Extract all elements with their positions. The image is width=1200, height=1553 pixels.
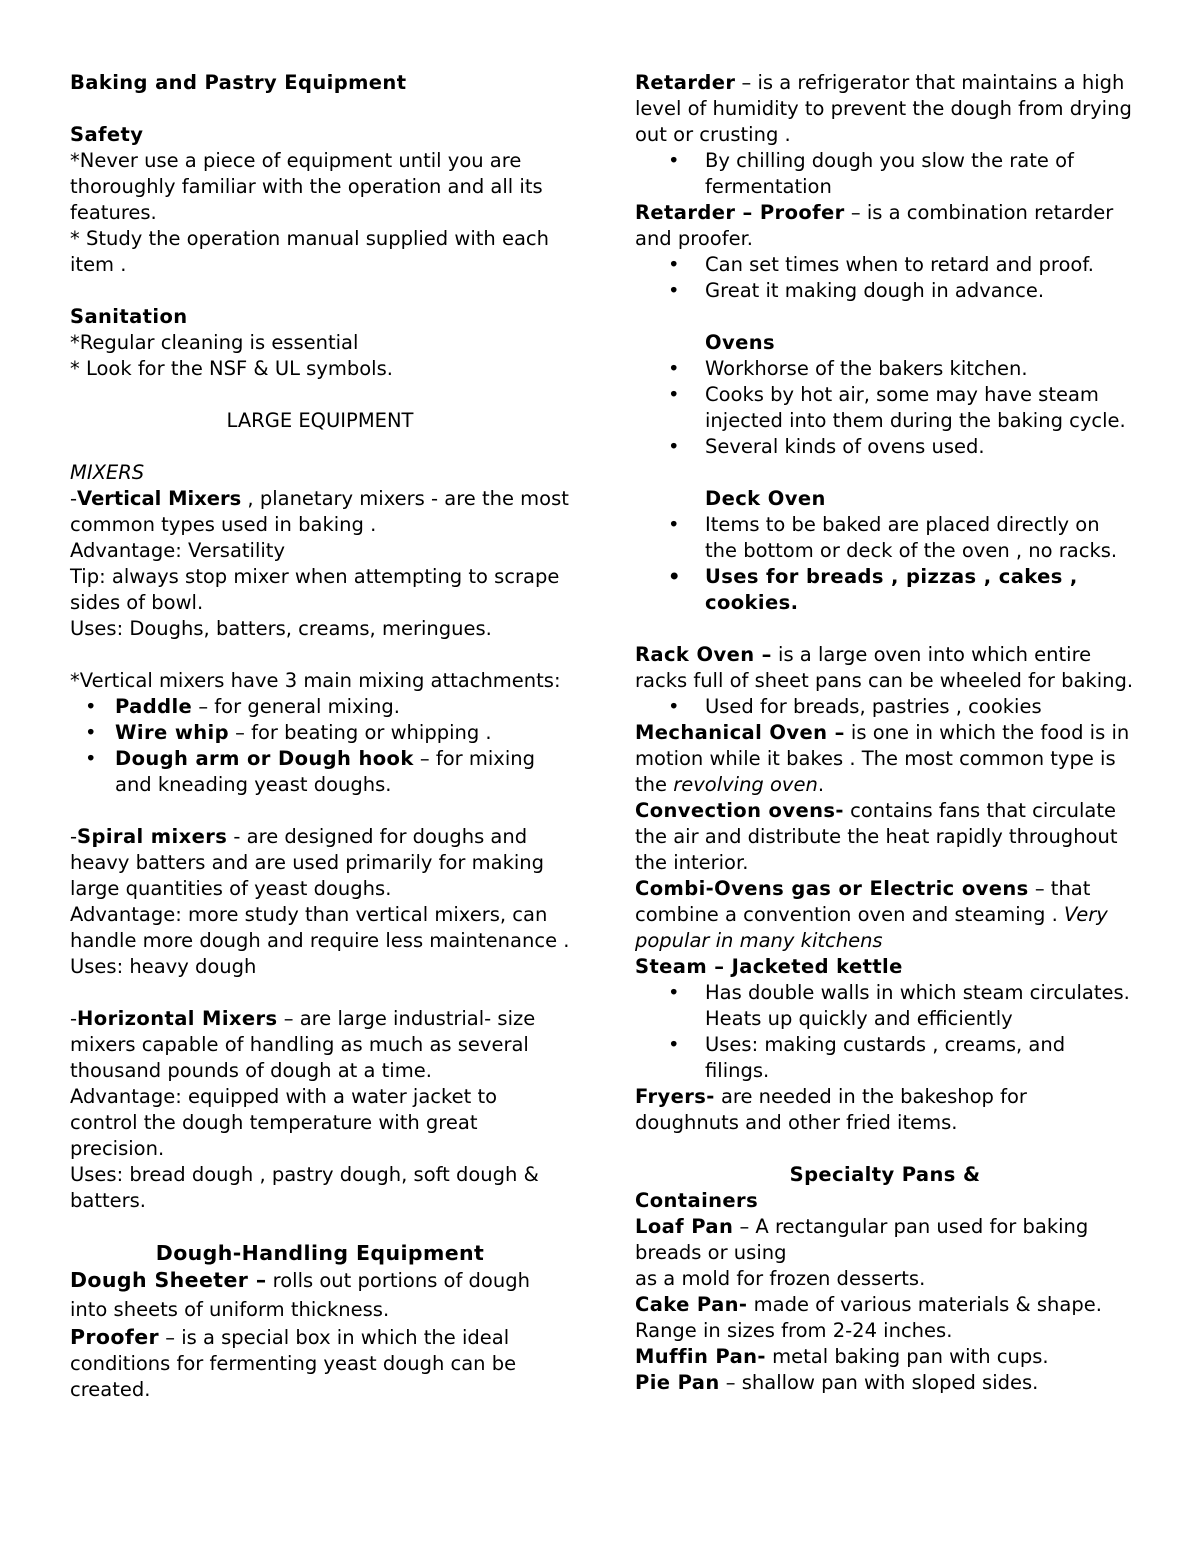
list-item: • Great it making dough in advance. bbox=[705, 278, 1135, 304]
loaf-pan-entry: Loaf Pan – A rectangular pan used for baking breads or using bbox=[635, 1215, 1089, 1264]
spiral-advantage: Advantage: more study than vertical mixers, can handle more dough and require less maintenance . bbox=[70, 903, 570, 952]
list-item: • Wire whip – for beating or whipping . bbox=[115, 720, 570, 746]
vertical-mixers-entry: -Vertical Mixers , planetary mixers - are the most common types used in baking . bbox=[70, 487, 569, 536]
list-item: • Has double walls in which steam circulates. Heats up quickly and efficiently bbox=[705, 980, 1135, 1032]
vertical-tip: Tip: always stop mixer when attempting to scrape sides of bowl. bbox=[70, 565, 560, 614]
list-item: • Used for breads, pastries , cookies bbox=[705, 694, 1135, 720]
left-column bbox=[70, 68, 570, 1403]
spiral-mixers-name: Spiral mixers bbox=[77, 825, 228, 848]
retarder-entry: Retarder – is a refrigerator that maintains a high level of humidity to prevent the dough from drying out or crusting . bbox=[635, 71, 1132, 146]
horizontal-advantage: Advantage: equipped with a water jacket to control the dough temperature with great precision. bbox=[70, 1085, 498, 1160]
list-item: • Workhorse of the bakers kitchen. bbox=[705, 356, 1135, 382]
list-item: • Can set times when to retard and proof. bbox=[705, 252, 1135, 278]
attachments-list bbox=[70, 694, 570, 798]
list-item: • Uses for breads , pizzas , cakes , cookies. bbox=[705, 564, 1135, 616]
steam-kettle-bullets bbox=[635, 980, 1135, 1084]
horizontal-mixers-name: Horizontal Mixers bbox=[77, 1007, 278, 1030]
vertical-mixers-name: Vertical Mixers bbox=[77, 487, 242, 510]
retarder-proofer-entry: Retarder – Proofer – is a combination retarder and proofer. bbox=[635, 201, 1114, 250]
list-item: • Several kinds of ovens used. bbox=[705, 434, 1135, 460]
list-item: • Paddle – for general mixing. bbox=[115, 694, 570, 720]
convection-ovens-entry: Convection ovens- contains fans that circulate the air and distribute the heat rapidly throughout the interior. bbox=[635, 799, 1118, 874]
spiral-mixers-entry: -Spiral mixers - are designed for doughs and heavy batters and are used primarily for making large quantities of yeast doughs. bbox=[70, 825, 545, 900]
mixers-subheading: MIXERS bbox=[70, 461, 145, 484]
sanitation-line: *Regular cleaning is essential bbox=[70, 331, 359, 354]
specialty-heading: Specialty Pans & bbox=[789, 1163, 981, 1186]
horizontal-mixers-entry: -Horizontal Mixers – are large industrial- size mixers capable of handling as much as several thousand pounds of dough at a time. bbox=[70, 1007, 536, 1082]
retarder-bullets bbox=[635, 148, 1135, 200]
safety-heading: Safety bbox=[70, 123, 144, 146]
sanitation-heading: Sanitation bbox=[70, 305, 188, 328]
muffin-pan-entry: Muffin Pan- metal baking pan with cups. bbox=[635, 1345, 1049, 1368]
vertical-advantage: Advantage: Versatility bbox=[70, 539, 285, 562]
rack-oven-entry: Rack Oven – is a large oven into which entire racks full of sheet pans can be wheeled for baking. bbox=[635, 643, 1134, 692]
safety-line: * Study the operation manual supplied with each item . bbox=[70, 227, 549, 276]
rack-oven-bullets bbox=[635, 694, 1135, 720]
deck-oven-bullets bbox=[635, 512, 1135, 616]
combi-ovens-entry: Combi-Ovens gas or Electric ovens – that combine a convention oven and steaming . Very popular in many kitchens bbox=[635, 877, 1108, 952]
steam-kettle-heading: Steam – Jacketed kettle bbox=[635, 955, 903, 978]
retarder-proofer-bullets bbox=[635, 252, 1135, 304]
ovens-bullets bbox=[635, 356, 1135, 460]
dough-sheeter-entry: Dough Sheeter – rolls out portions of dough into sheets of uniform thickness. bbox=[70, 1268, 530, 1321]
horizontal-uses: Uses: bread dough , pastry dough, soft dough & batters. bbox=[70, 1163, 539, 1212]
right-column bbox=[635, 68, 1135, 1396]
ovens-heading: Ovens bbox=[705, 331, 776, 354]
document-title: Baking and Pastry Equipment bbox=[70, 71, 407, 94]
list-item: • Dough arm or Dough hook – for mixing and kneading yeast doughs. bbox=[115, 746, 570, 798]
fryers-entry: Fryers- are needed in the bakeshop for doughnuts and other fried items. bbox=[635, 1085, 1027, 1134]
vertical-uses: Uses: Doughs, batters, creams, meringues. bbox=[70, 617, 492, 640]
loaf-pan-entry-cont: as a mold for frozen desserts. bbox=[635, 1267, 926, 1290]
list-item: • Uses: making custards , creams, and filings. bbox=[705, 1032, 1135, 1084]
dough-handling-heading: Dough-Handling Equipment bbox=[155, 1241, 485, 1265]
list-item: • By chilling dough you slow the rate of fermentation bbox=[705, 148, 1135, 200]
spiral-uses: Uses: heavy dough bbox=[70, 955, 257, 978]
safety-line: *Never use a piece of equipment until you are thoroughly familiar with the operation and all its features. bbox=[70, 149, 543, 224]
proofer-entry: Proofer – is a special box in which the ideal conditions for fermenting yeast dough can be created. bbox=[70, 1325, 517, 1401]
list-item: • Items to be baked are placed directly on the bottom or deck of the oven , no racks. bbox=[705, 512, 1135, 564]
cake-pan-entry: Cake Pan- made of various materials & shape. Range in sizes from 2-24 inches. bbox=[635, 1293, 1102, 1342]
specialty-heading-cont: Containers bbox=[635, 1189, 759, 1212]
pie-pan-entry: Pie Pan – shallow pan with sloped sides. bbox=[635, 1371, 1039, 1394]
attachments-intro: *Vertical mixers have 3 main mixing attachments: bbox=[70, 669, 561, 692]
mechanical-oven-entry: Mechanical Oven – is one in which the food is in motion while it bakes . The most common type is the revolving oven. bbox=[635, 721, 1130, 796]
list-item: • Cooks by hot air, some may have steam injected into them during the baking cycle. bbox=[705, 382, 1135, 434]
sanitation-line: * Look for the NSF & UL symbols. bbox=[70, 357, 393, 380]
large-equipment-heading: LARGE EQUIPMENT bbox=[226, 409, 414, 432]
deck-oven-heading: Deck Oven bbox=[705, 487, 826, 510]
